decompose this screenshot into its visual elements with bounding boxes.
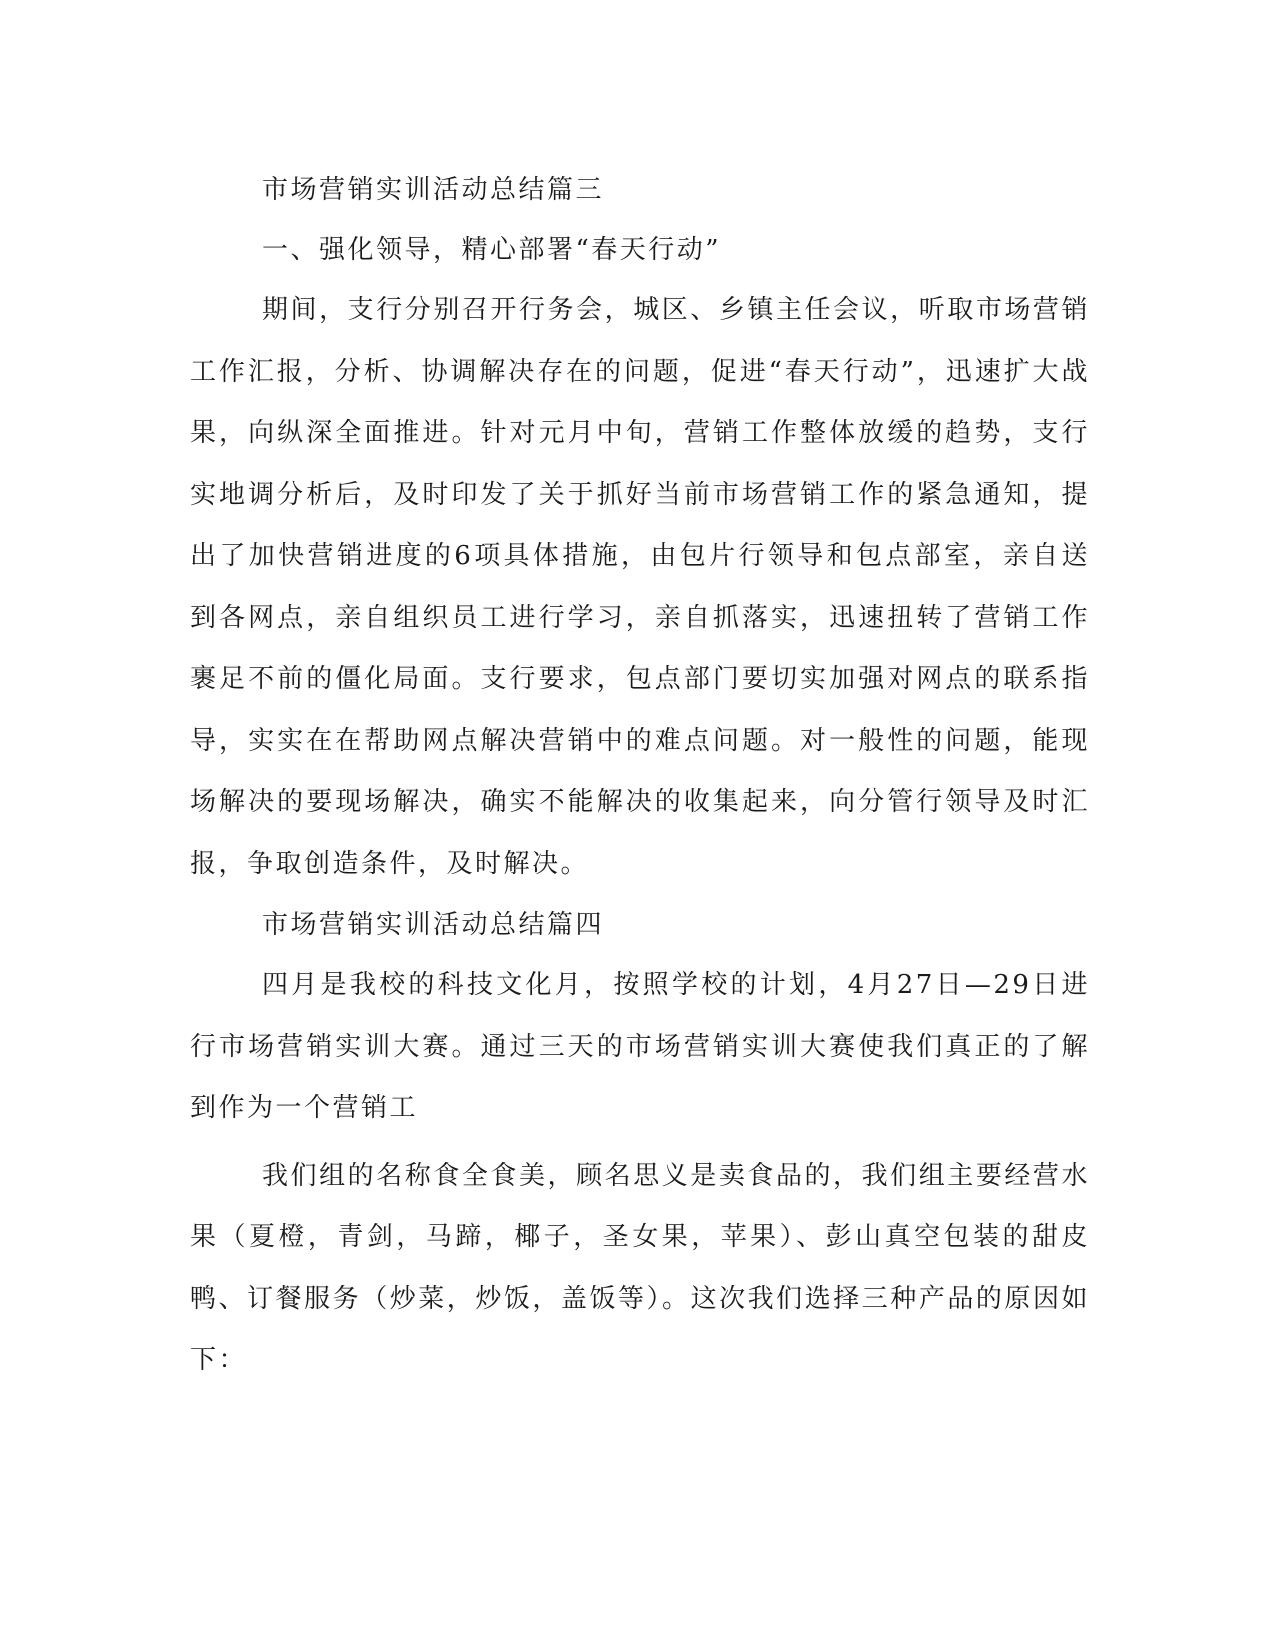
section-heading-3: 市场营销实训活动总结篇三 bbox=[262, 175, 605, 205]
document-body bbox=[190, 160, 1090, 1392]
subheading-1: 一、强化领导，精心部署“春天行动” bbox=[262, 235, 722, 265]
paragraph-1: 期间，支行分别召开行务会，城区、乡镇主任会议，听取市场营销工作汇报，分析、协调解决存在的问题，促进“春天行动”，迅速扩大战果，向纵深全面推进。针对元月中旬，营销工作整体放缓的趋势，支行实地调分析后，及时印发了关于抓好当前市场营销工作的紧急通知，提出了加快营销进度的6项具体措施，由包片行领导和包点部室，亲自送到各网点，亲自组织员工进行学习，亲自抓落实，迅速扭转了营销工作裹足不前的僵化局面。支行要求，包点部门要切实加强对网点的联系指导，实实在在帮助网点解决营销中的难点问题。对一般性的问题，能现场解决的要现场解决，确实不能解决的收集起来，向分管行领导及时汇报，争取创造条件，及时解决。 bbox=[190, 295, 1090, 879]
paragraph-3: 我们组的名称食全食美，顾名思义是卖食品的，我们组主要经营水果（夏橙，青剑，马蹄，椰子，圣女果，苹果）、彭山真空包装的甜皮鸭、订餐服务（炒菜，炒饭，盖饭等）。这次我们选择三种产品的原因如下： bbox=[190, 1160, 1090, 1375]
section-heading-4: 市场营销实训活动总结篇四 bbox=[262, 910, 605, 940]
paragraph-2: 四月是我校的科技文化月，按照学校的计划，4月27日—29日进行市场营销实训大赛。通过三天的市场营销实训大赛使我们真正的了解到作为一个营销工 bbox=[190, 970, 1090, 1123]
